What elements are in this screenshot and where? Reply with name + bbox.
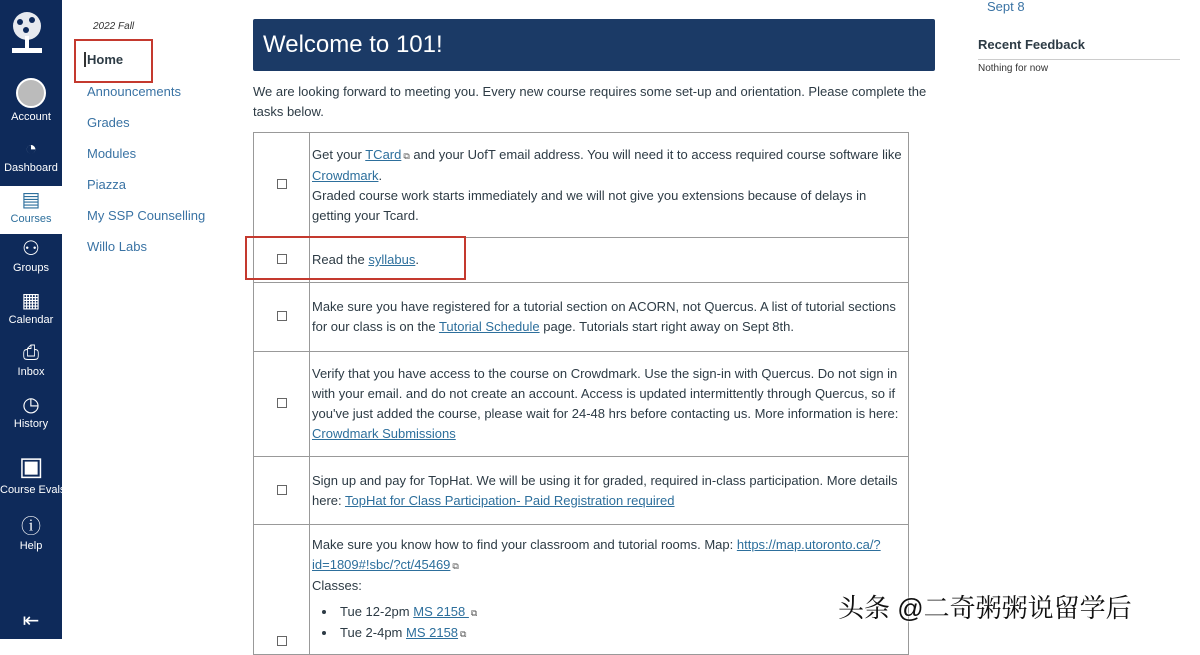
nav-calendar[interactable] (0, 290, 62, 326)
intro-text: We are looking forward to meeting you. Every new course requires some set-up and orientation. Please complete the tasks below. (253, 84, 927, 119)
page-title: Welcome to 101! (253, 19, 935, 71)
global-nav (0, 0, 66, 639)
divider (978, 59, 1180, 60)
task-checkbox[interactable] (277, 398, 287, 408)
recent-feedback-heading: Recent Feedback (978, 37, 1085, 52)
recent-feedback-empty: Nothing for now (978, 63, 1049, 74)
nav-course-evals[interactable] (0, 450, 66, 496)
task-table (253, 132, 909, 655)
highlight-box-home (74, 39, 153, 83)
course-nav-announcements[interactable]: Announcements (87, 84, 181, 99)
clock-icon: ◷ (22, 394, 40, 416)
nav-label: Groups (12, 262, 50, 274)
syllabus-link[interactable]: syllabus (368, 252, 416, 267)
help-icon: ⓘ (21, 516, 41, 538)
nav-courses[interactable] (0, 186, 62, 234)
inbox-icon: ⎙ (23, 342, 39, 364)
avatar-icon (16, 78, 46, 108)
tutorial-schedule-link[interactable]: Tutorial Schedule (438, 319, 540, 334)
nav-label: Courses (10, 213, 52, 225)
calendar-icon: ▦ (21, 290, 41, 312)
upcoming-date-link[interactable]: Sept 8 (987, 0, 1025, 14)
evals-icon: ▣ (18, 451, 44, 481)
nav-label: Help (19, 540, 43, 552)
watermark: 头条 @二奇粥粥说留学后 (838, 593, 1132, 623)
nav-label: Account (11, 111, 51, 123)
course-nav-grades[interactable]: Grades (87, 115, 130, 130)
room-link[interactable]: MS 2158 (406, 625, 459, 640)
map-link[interactable]: https://map.utoronto.ca/?id=1809#!sbc/?ct/45469 (312, 537, 881, 572)
course-nav-piazza[interactable]: Piazza (87, 177, 127, 192)
nav-label: Calendar (8, 314, 54, 326)
book-icon: ▤ (21, 189, 41, 211)
tcard-link[interactable]: TCard (365, 146, 402, 162)
nav-label: Inbox (17, 366, 45, 378)
course-nav-modules[interactable]: Modules (87, 146, 137, 161)
course-nav-willo-labs[interactable]: Willo Labs (87, 239, 147, 254)
dashboard-icon: ◔ (24, 138, 38, 160)
task-checkbox[interactable] (277, 636, 287, 646)
task-checkbox[interactable] (277, 485, 287, 495)
groups-icon: ⚇ (22, 238, 40, 260)
nav-dashboard[interactable] (0, 138, 62, 174)
collapse-arrow-icon: ⇤ (22, 610, 40, 632)
task-row: Get your TCard ⧉ and your UofT email address. You will need it to access required course software like Crowdmark. Graded course work starts immediately and we will not give you extensions because of delays in getting your Tcard. (254, 133, 909, 238)
task-row: Read the syllabus. (254, 238, 909, 283)
task-checkbox[interactable] (277, 179, 287, 189)
term-label: 2022 Fall (93, 21, 135, 32)
task-row: Verify that you have access to the course on Crowdmark. Use the sign-in with Quercus. Do not sign in with your email. and do not create an account. Access is updated intermittently through Quercus, so if you've just added the course, please wait for 24-48 hrs before contacting us. More information is here: Crowdmark Submissions (254, 352, 909, 457)
external-link-icon: ⧉ (403, 150, 410, 161)
crowdmark-link[interactable]: Crowdmark (312, 167, 379, 183)
room-link[interactable]: MS 2158 (413, 604, 469, 619)
nav-label: History (13, 418, 49, 430)
nav-account[interactable] (0, 78, 62, 123)
task-row: Make sure you know how to find your classroom and tutorial rooms. Map: https://map.utoronto.ca/?id=1809#!sbc/?ct/45469 ⧉ Classes: • Tue 12-2pm MS 2158 ⧉ • Tue 2-4pm MS 2158 ⧉ (254, 525, 909, 655)
nav-label: Dashboard (4, 162, 58, 174)
nav-groups[interactable] (0, 238, 62, 274)
uoft-tree-logo-icon[interactable] (6, 10, 48, 56)
course-nav-home[interactable]: Home (84, 52, 123, 67)
collapse-nav-button[interactable] (0, 608, 62, 633)
task-row: Sign up and pay for TopHat. We will be using it for graded, required in-class participation. More details here: TopHat for Class Participation- Paid Registration required (254, 457, 909, 525)
external-link-icon: ⧉ (452, 561, 459, 571)
task-checkbox[interactable] (277, 311, 287, 321)
nav-label: Course Evals (0, 484, 66, 496)
nav-inbox[interactable] (0, 342, 62, 378)
tophat-link[interactable]: TopHat for Class Participation- Paid Registration required (345, 492, 675, 508)
task-row: Make sure you have registered for a tutorial section on ACORN, not Quercus. A list of tutorial sections for our class is on the Tutorial Schedule page. Tutorials start right away on Sept 8th. (254, 283, 909, 352)
crowdmark-submissions-link[interactable]: Crowdmark Submissions (312, 426, 456, 441)
nav-help[interactable] (0, 516, 62, 552)
nav-history[interactable] (0, 394, 62, 430)
course-nav-ssp-counselling[interactable]: My SSP Counselling (87, 208, 206, 223)
highlight-box-syllabus (245, 236, 466, 280)
